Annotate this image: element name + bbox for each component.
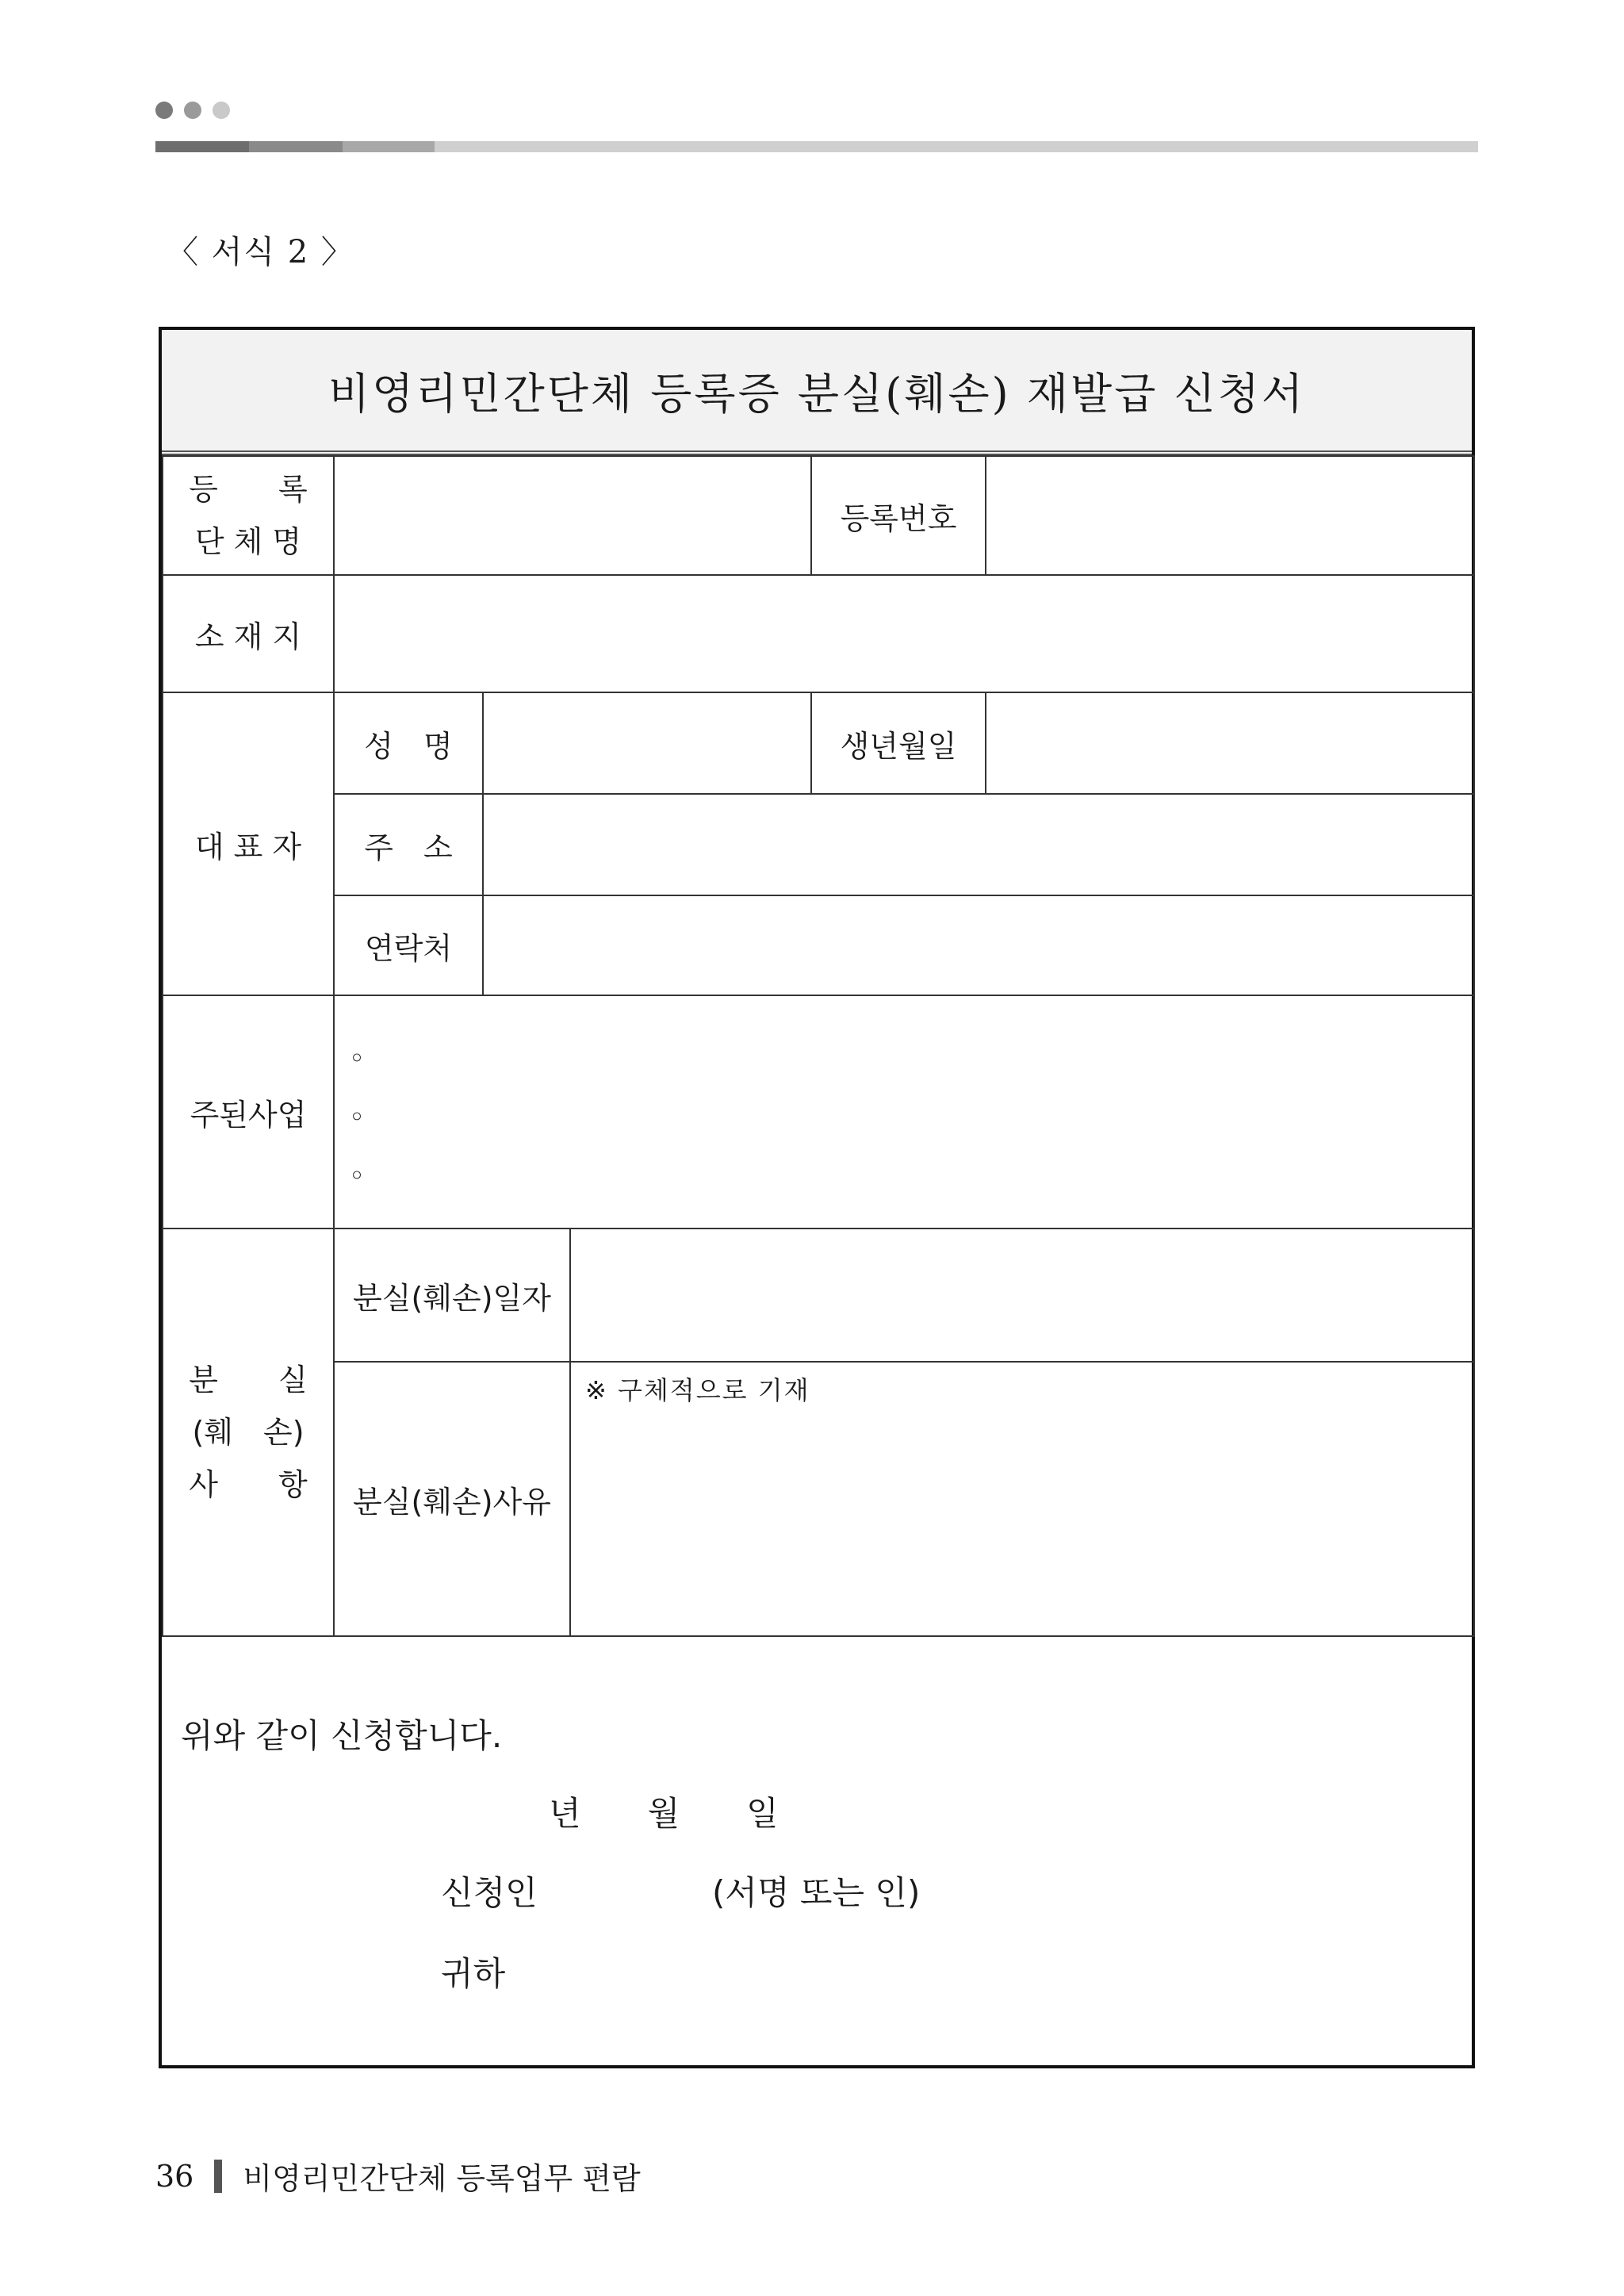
form-title: 비영리민간단체 등록증 분실(훼손) 재발급 신청서 bbox=[327, 368, 1306, 419]
main-business-label: 주된사업 bbox=[162, 995, 335, 1229]
page-footer bbox=[155, 2154, 641, 2198]
rep-address-field[interactable] bbox=[482, 793, 1475, 896]
addressee: 귀하 bbox=[441, 1954, 506, 1993]
form-number-label: 〈 서식 2 〉 bbox=[167, 234, 354, 270]
reg-number-field[interactable] bbox=[985, 455, 1475, 576]
loss-reason-label: 분실(훼손)사유 bbox=[333, 1361, 571, 1637]
rep-name-label: 성 명 bbox=[333, 692, 484, 795]
reg-number-label: 등록번호 bbox=[810, 455, 986, 576]
dot-mid bbox=[184, 102, 201, 119]
page-number: 36 bbox=[155, 2158, 194, 2194]
header-bar bbox=[155, 141, 1478, 152]
bullet-3: ◦ bbox=[349, 1160, 366, 1192]
rep-address-label: 주 소 bbox=[333, 793, 484, 896]
book-title: 비영리민간단체 등록업무 편람 bbox=[243, 2161, 641, 2196]
bullet-2: ◦ bbox=[349, 1102, 366, 1133]
main-business-bullets bbox=[349, 1029, 365, 1205]
rep-birth-label: 생년월일 bbox=[810, 692, 986, 795]
signature-note: (서명 또는 인) bbox=[712, 1873, 921, 1912]
org-name-field[interactable] bbox=[333, 455, 812, 576]
location-field[interactable] bbox=[333, 574, 1475, 693]
representative-label: 대 표 자 bbox=[162, 692, 335, 996]
org-name-label: 등 록 단 체 명 bbox=[162, 455, 335, 576]
dot-light bbox=[213, 102, 230, 119]
loss-date-field[interactable] bbox=[569, 1228, 1475, 1363]
dot-dark bbox=[155, 102, 173, 119]
loss-details-label: 분 실 (훼 손) 사 항 bbox=[162, 1228, 335, 1637]
main-business-field[interactable] bbox=[333, 995, 1475, 1229]
loss-date-label: 분실(훼손)일자 bbox=[333, 1228, 571, 1363]
header-dots bbox=[155, 102, 230, 119]
date-line: 년 월 일 bbox=[549, 1794, 779, 1833]
statement-text: 위와 같이 신청합니다. bbox=[181, 1716, 503, 1755]
bullet-1: ◦ bbox=[349, 1043, 366, 1075]
loss-reason-note: ※ 구체적으로 기재 bbox=[585, 1375, 810, 1405]
rep-name-field[interactable] bbox=[482, 692, 812, 795]
rep-contact-field[interactable] bbox=[482, 895, 1475, 996]
location-label: 소 재 지 bbox=[162, 574, 335, 693]
footer-separator bbox=[214, 2160, 222, 2193]
applicant-label: 신청인 bbox=[441, 1873, 538, 1912]
rep-birth-field[interactable] bbox=[985, 692, 1475, 795]
rep-contact-label: 연락처 bbox=[333, 895, 484, 996]
form-title-row bbox=[162, 330, 1472, 455]
